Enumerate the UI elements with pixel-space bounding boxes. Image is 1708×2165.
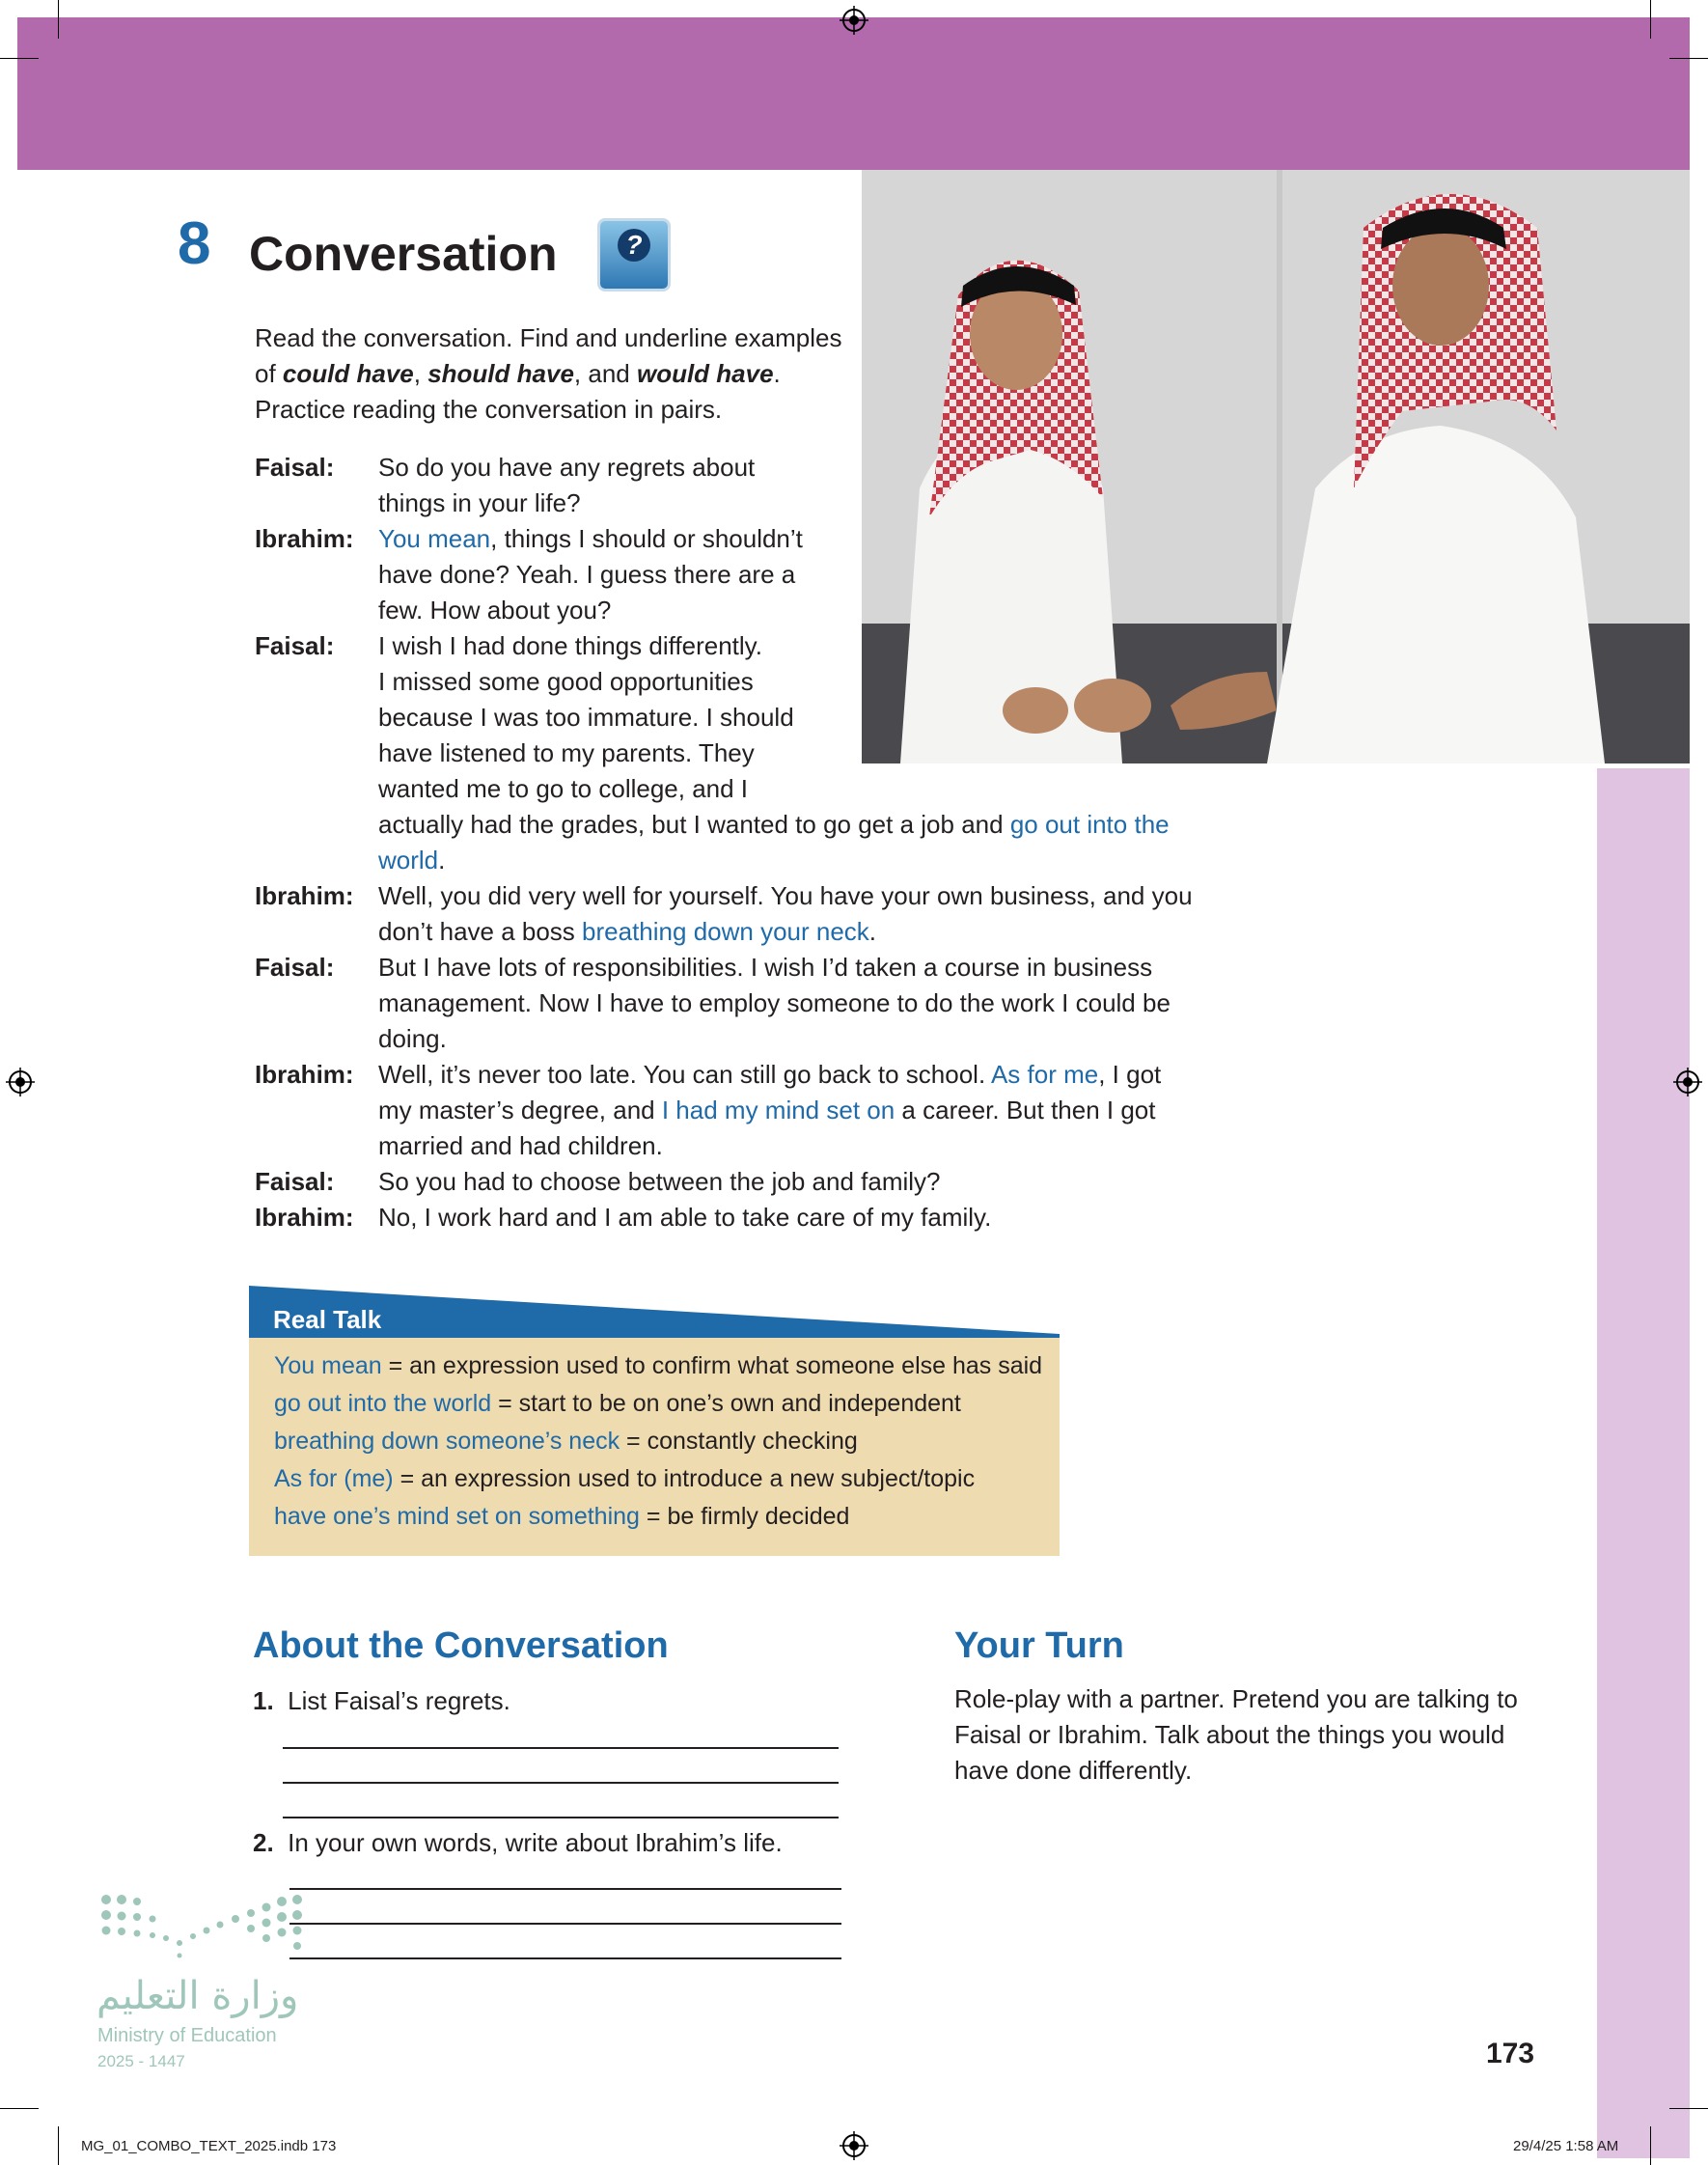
answer-line[interactable]	[289, 1888, 841, 1890]
instructions-text: . Practice reading the conversation in pairs.	[255, 359, 781, 424]
real-talk-definition: = start to be on one’s own and independent	[491, 1390, 961, 1417]
instructions-text: Read the conversation. Find and underline examples of	[255, 323, 842, 388]
ministry-dots-logo-icon	[96, 1890, 309, 1967]
ministry-name-english: Ministry of Education	[97, 2025, 277, 2046]
dialogue-segment: Well, it’s never too late. You can still go back to school.	[378, 1060, 991, 1089]
crop-mark	[0, 2108, 39, 2109]
dialogue-segment: , things I should or shouldn’t	[490, 524, 803, 553]
dialogue-segment: because I was too immature. I should	[378, 703, 794, 732]
dialogue-segment: married and had children.	[378, 1131, 663, 1160]
dialogue-text	[378, 736, 755, 771]
dialogue-text	[378, 1164, 941, 1200]
dialogue-segment: a career. But then I got	[895, 1096, 1156, 1124]
question-1	[253, 1683, 510, 1718]
real-talk-item	[274, 1498, 849, 1536]
conversation-photo	[862, 170, 1690, 763]
dialogue-text	[378, 914, 876, 950]
speaker-name: Faisal:	[255, 953, 335, 982]
question-number: 1.	[253, 1686, 274, 1715]
real-talk-item	[274, 1385, 961, 1423]
dialogue-segment: things in your life?	[378, 488, 581, 517]
answer-line[interactable]	[283, 1747, 839, 1749]
slug-date: 29/4/25 1:58 AM	[1513, 2138, 1619, 2154]
slug-file: MG_01_COMBO_TEXT_2025.indb 173	[81, 2138, 337, 2154]
highlighted-expression: You mean	[378, 524, 491, 553]
speaker-name: Faisal:	[255, 631, 335, 660]
dialogue-segment: Well, you did very well for yourself. You have your own business, and you	[378, 881, 1193, 910]
crop-mark	[0, 58, 39, 59]
dialogue-segment: few. How about you?	[378, 596, 612, 625]
registration-mark-icon	[1673, 1068, 1702, 1096]
answer-line[interactable]	[283, 1817, 839, 1818]
answer-line[interactable]	[289, 1957, 841, 1959]
real-talk-definition: = an expression used to introduce a new subject/topic	[393, 1465, 976, 1492]
highlighted-expression: world	[378, 846, 439, 874]
instructions-keyword: should have	[427, 359, 574, 388]
real-talk-term: go out into the world	[274, 1390, 492, 1417]
dialogue-segment: wanted me to go to college, and I	[378, 774, 749, 803]
question-text: In your own words, write about Ibrahim’s life.	[288, 1828, 783, 1857]
dialogue-text	[378, 843, 445, 878]
registration-mark-icon	[6, 1068, 35, 1096]
crop-mark	[1669, 2108, 1708, 2109]
dialogue-segment: .	[868, 917, 877, 946]
highlighted-expression: breathing down your neck	[582, 917, 869, 946]
real-talk-term: You mean	[274, 1352, 382, 1379]
registration-mark-icon	[840, 6, 868, 35]
dialogue-text	[378, 771, 748, 807]
dialogue-segment: I missed some good opportunities	[378, 667, 754, 696]
real-talk-definition: = constantly checking	[620, 1428, 858, 1455]
ministry-name-arabic: وزارة التعليم	[96, 1974, 299, 2018]
speaker-name: Ibrahim:	[255, 524, 354, 553]
dialogue-segment: actually had the grades, but I wanted to go get a job and	[378, 810, 1010, 839]
question-2	[253, 1825, 783, 1860]
speaker-name: Faisal:	[255, 453, 335, 482]
dialogue-segment: But I have lots of responsibilities. I wish I’d taken a course in business	[378, 953, 1153, 982]
section-number: 8	[178, 210, 211, 277]
question-text: List Faisal’s regrets.	[288, 1686, 510, 1715]
section-title: Conversation	[249, 227, 558, 281]
dialogue-text	[378, 557, 795, 593]
registration-mark-icon	[840, 2131, 868, 2160]
question-number: 2.	[253, 1828, 274, 1857]
instructions-keyword: would have	[636, 359, 774, 388]
crop-mark	[58, 0, 59, 39]
instructions-keyword: could have	[282, 359, 414, 388]
dialogue-segment: my master’s degree, and	[378, 1096, 662, 1124]
speaker-name: Ibrahim:	[255, 1203, 354, 1232]
about-heading: About the Conversation	[253, 1625, 669, 1666]
dialogue-segment: doing.	[378, 1024, 447, 1053]
question-bubble-icon: ?	[600, 221, 668, 289]
crop-mark	[1669, 58, 1708, 59]
dialogue-text	[378, 664, 754, 700]
real-talk-item	[274, 1460, 975, 1498]
real-talk-term: breathing down someone’s neck	[274, 1428, 620, 1455]
real-talk-term: have one’s mind set on something	[274, 1503, 640, 1530]
real-talk-term: As for (me)	[274, 1465, 394, 1492]
dialogue-text	[378, 807, 1170, 843]
dialogue-text	[378, 878, 1193, 914]
real-talk-title: Real Talk	[273, 1305, 382, 1334]
speaker-name: Faisal:	[255, 1167, 335, 1196]
instructions	[255, 320, 843, 428]
instructions-text: ,	[413, 359, 428, 388]
dialogue-segment: have listened to my parents. They	[378, 738, 755, 767]
dialogue-segment: So you had to choose between the job and family?	[378, 1167, 941, 1196]
dialogue-segment: management. Now I have to employ someone to do the work I could be	[378, 988, 1171, 1017]
dialogue-text	[378, 950, 1152, 985]
dialogue-text	[378, 1021, 447, 1057]
your-turn-text: Role-play with a partner. Pretend you are talking to Faisal or Ibrahim. Talk about the things you would have done differently.	[954, 1684, 1518, 1785]
dialogue-segment: don’t have a boss	[378, 917, 583, 946]
highlighted-expression: As for me	[990, 1060, 1099, 1089]
real-talk-box	[249, 1338, 1060, 1556]
crop-mark	[1650, 0, 1651, 39]
real-talk-definition: = an expression used to confirm what someone else has said	[381, 1352, 1043, 1379]
real-talk-item	[274, 1423, 858, 1460]
real-talk-item	[274, 1347, 1042, 1385]
speaker-name: Ibrahim:	[255, 881, 354, 910]
real-talk-definition: = be firmly decided	[639, 1503, 850, 1530]
dialogue-text	[378, 628, 762, 664]
dialogue-text	[378, 521, 803, 557]
instructions-text: , and	[573, 359, 637, 388]
dialogue-segment: I wish I had done things differently.	[378, 631, 762, 660]
dialogue-segment: have done? Yeah. I guess there are a	[378, 560, 796, 589]
dialogue-text	[378, 985, 1171, 1021]
dialogue-text	[378, 593, 611, 628]
crop-mark	[58, 2126, 59, 2165]
dialogue-text	[378, 1200, 991, 1235]
dialogue-text	[378, 1057, 1161, 1093]
dialogue-segment: So do you have any regrets about	[378, 453, 756, 482]
answer-line[interactable]	[283, 1782, 839, 1784]
dialogue-text	[378, 1128, 663, 1164]
crop-mark	[1650, 2126, 1651, 2165]
highlighted-expression: go out into the	[1009, 810, 1170, 839]
top-banner	[17, 17, 1690, 170]
page-edge-sidebar	[1597, 768, 1690, 2158]
ministry-year: 2025 - 1447	[97, 2052, 185, 2070]
dialogue-segment: , I got	[1098, 1060, 1162, 1089]
answer-line[interactable]	[289, 1923, 841, 1925]
highlighted-expression: I had my mind set on	[661, 1096, 895, 1124]
dialogue-segment: .	[438, 846, 446, 874]
page-number: 173	[1486, 2038, 1535, 2069]
dialogue-segment: No, I work hard and I am able to take care of my family.	[378, 1203, 992, 1232]
dialogue-text	[378, 1093, 1156, 1128]
dialogue-text	[378, 486, 581, 521]
dialogue-text	[378, 450, 755, 486]
speaker-name: Ibrahim:	[255, 1060, 354, 1089]
your-turn-heading: Your Turn	[954, 1625, 1124, 1666]
dialogue-text	[378, 700, 794, 736]
